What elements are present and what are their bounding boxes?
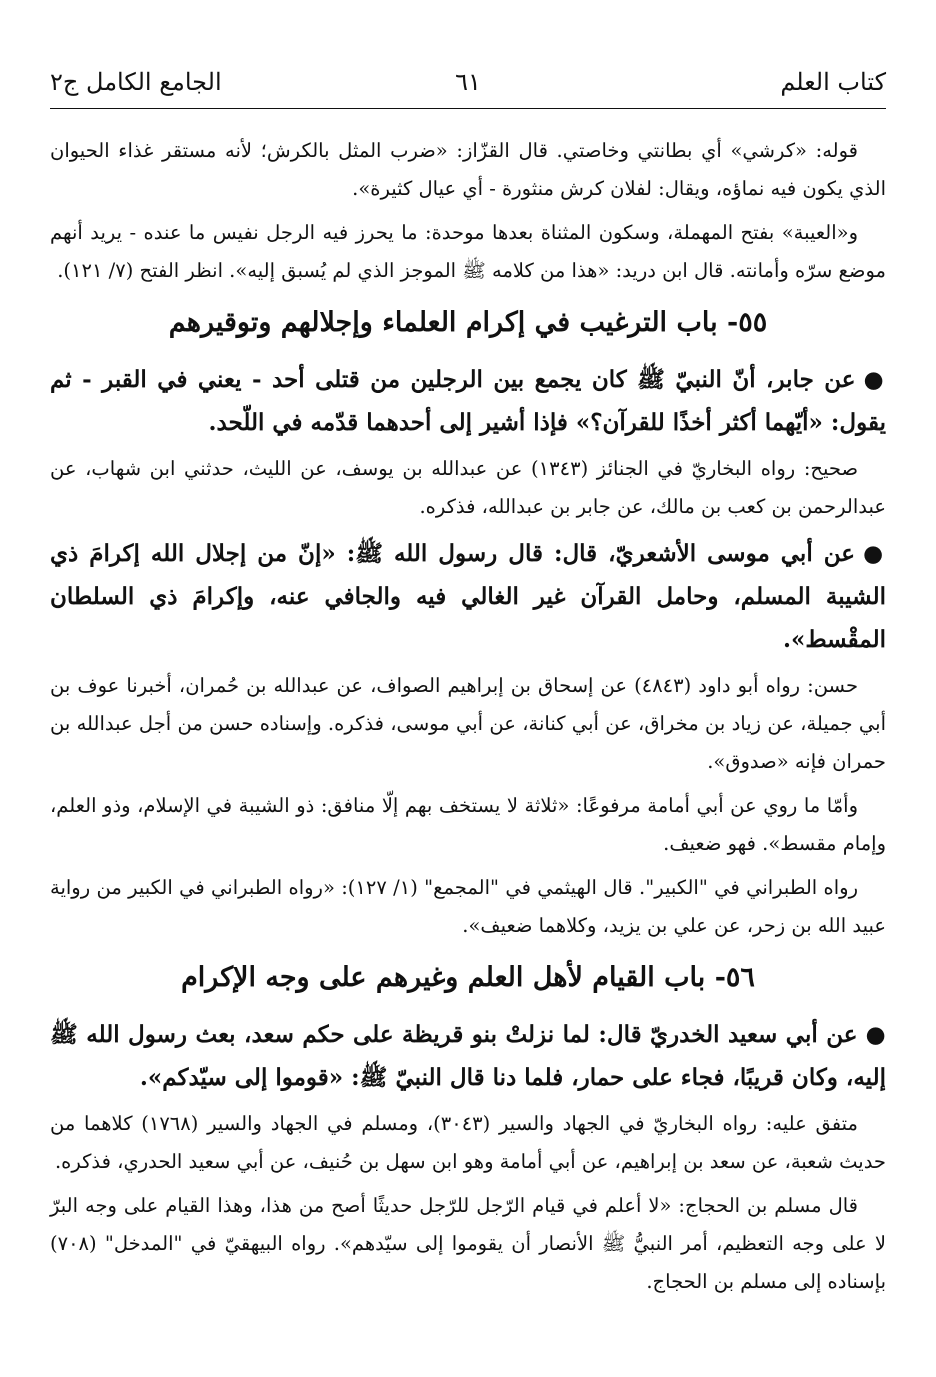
book-section-title: كتاب العلم: [780, 68, 886, 96]
page-body: [50, 132, 886, 1307]
commentary-paragraph: قال مسلم بن الحجاج: «لا أعلم في قيام الرّجل للرّجل حديثًا أصح من هذا، وهذا القيام على وجه البرّ لا على وجه التعظيم، أمر النبيُّ ﷺ الأنصار أن يقوموا إلى سيّدهم». رواه البيهقيّ في "المدخل" (٧٠٨) بإسناده إلى مسلم بن الحجاج.: [50, 1194, 886, 1293]
commentary-paragraph: قوله: «كرشي» أي بطانتي وخاصتي. قال القزّاز: «ضرب المثل بالكرش؛ لأنه مستقر غذاء الحيوان الذي يكون فيه نماؤه، ويقال: لفلان كرش منثورة - أي عيال كثيرة».: [50, 139, 886, 200]
page-header: [50, 62, 886, 109]
book-volume-title: الجامع الكامل ج٢: [50, 68, 222, 96]
bullet-icon: ●: [865, 1021, 886, 1048]
bullet-icon: ●: [863, 366, 886, 393]
takhrij-paragraph: رواه الطبراني في "الكبير". قال الهيثمي في "المجمع" (١/ ١٢٧): «رواه الطبراني في الكبير من رواية عبيد الله بن زحر، عن علي بن يزيد، وكلاهما ضعيف».: [50, 876, 886, 937]
page-number: ٦١: [455, 68, 481, 96]
takhrij-paragraph: متفق عليه: رواه البخاريّ في الجهاد والسير (٣٠٤٣)، ومسلم في الجهاد والسير (١٧٦٨) كلاهما من حديث شعبة، عن سعد بن إبراهيم، عن أبي أمامة وهو ابن سهل بن حُنيف، عن أبي سعيد الحدري، فذكره.: [50, 1112, 886, 1173]
chapter-heading: ٥٥- باب الترغيب في إكرام العلماء وإجلالهم وتوقيرهم: [168, 307, 768, 338]
takhrij-paragraph: صحيح: رواه البخاريّ في الجنائز (١٣٤٣) عن عبدالله بن يوسف، عن الليث، حدثني ابن شهاب، عن عبدالرحمن بن كعب بن مالك، عن جابر بن عبدالله، فذكره.: [50, 457, 886, 518]
takhrij-paragraph: حسن: رواه أبو داود (٤٨٤٣) عن إسحاق بن إبراهيم الصواف، عن عبدالله بن حُمران، أخبرنا عوف بن أبي جميلة، عن زياد بن مخراق، عن أبي كنانة، عن أبي موسى، فذكره. وإسناده حسن من أجل عبدالله بن حمران فإنه «صدوق».: [50, 674, 886, 773]
commentary-paragraph: و«العيبة» بفتح المهملة، وسكون المثناة بعدها موحدة: ما يحرز فيه الرجل نفيس ما عنده - يريد أنهم موضع سرّه وأمانته. قال ابن دريد: «هذا من كلامه ﷺ الموجز الذي لم يُسبق إليه». انظر الفتح (٧/ ١٢١).: [50, 221, 886, 282]
hadith-text: ●عن أبي سعيد الخدريّ قال: لما نزلتْ بنو قريظة على حكم سعد، بعث رسول الله ﷺ إليه، وكان قريبًا، فجاء على حمار، فلما دنا قال النبيّ ﷺ: «قوموا إلى سيّدكم».: [50, 1021, 886, 1091]
chapter-heading: ٥٦- باب القيام لأهل العلم وغيرهم على وجه الإكرام: [181, 962, 755, 993]
commentary-paragraph: وأمّا ما روي عن أبي أمامة مرفوعًا: «ثلاثة لا يستخف بهم إلّا منافق: ذو الشيبة في الإسلام، وذو العلم، وإمام مقسط». فهو ضعيف.: [50, 794, 886, 855]
hadith-text: ●عن جابر، أنّ النبيّ ﷺ كان يجمع بين الرجلين من قتلى أحد - يعني في القبر - ثم يقول: «أيّهما أكثر أخذًا للقرآن؟» فإذا أشير إلى أحدهما قدّمه في اللّحد.: [50, 366, 886, 436]
bullet-icon: ●: [862, 540, 886, 567]
hadith-text: ●عن أبي موسى الأشعريّ، قال: قال رسول الله ﷺ: «إنّ من إجلال الله إكرامَ ذي الشيبة المسلم، وحامل القرآن غير الغالي فيه والجافي عنه، وإكرامَ ذي السلطان المقْسط».: [50, 540, 886, 653]
